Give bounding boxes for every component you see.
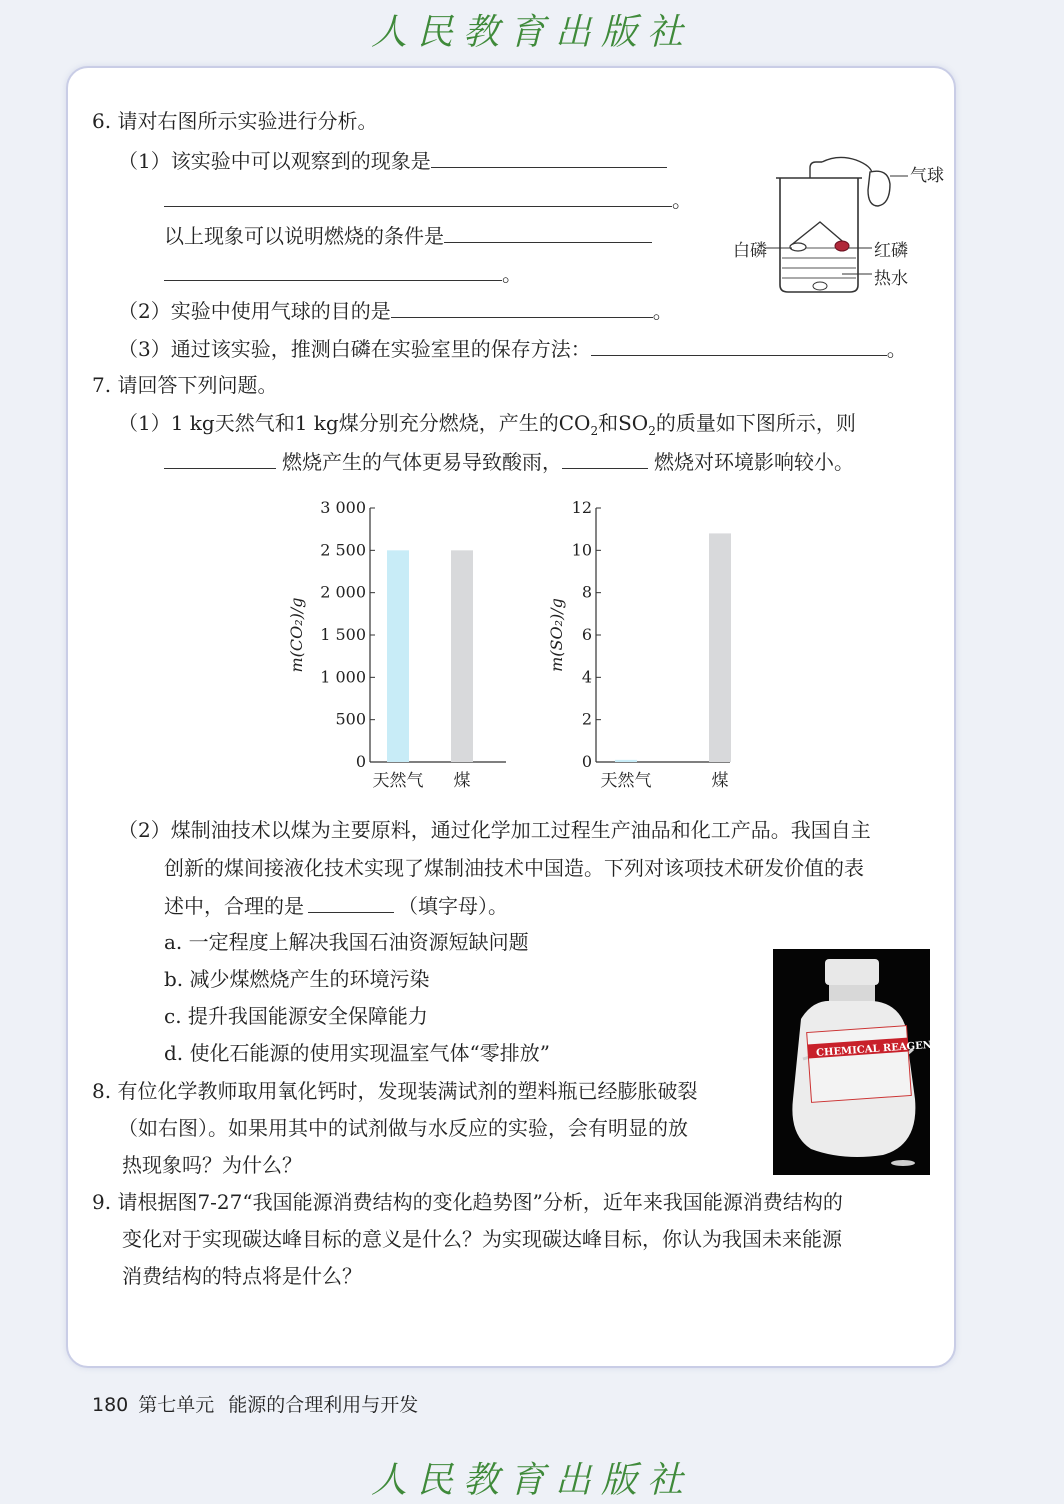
q7-part1-line1 — [118, 410, 856, 436]
publisher-watermark-bottom: 人民教育出版社 — [370, 1460, 693, 1501]
page-number: 180 — [92, 1394, 129, 1416]
q6-stem: 6. 请对右图所示实验进行分析。 — [92, 109, 378, 133]
label-balloon: 气球 — [910, 166, 944, 186]
y-tick-label: 2 000 — [320, 582, 366, 602]
period: 。 — [886, 337, 907, 361]
q6-part2 — [118, 297, 673, 324]
so2-bar-chart — [540, 492, 770, 802]
q7-stem: 7. 请回答下列问题。 — [92, 373, 278, 397]
q7-part2-text: 述中，合理的是 — [164, 894, 304, 918]
subscript: 2 — [590, 424, 599, 438]
q6-part1-line3 — [164, 222, 652, 249]
q7-part2-text-end: （填字母）。 — [398, 894, 508, 918]
y-tick-label: 12 — [571, 498, 592, 517]
bottle-neck — [829, 985, 875, 1003]
y-tick-label: 10 — [571, 540, 592, 560]
reagent-label — [807, 1026, 912, 1103]
page-footer — [92, 1390, 418, 1417]
x-tick-label: 天然气 — [372, 771, 424, 791]
q6-part1-line1 — [118, 147, 667, 174]
co2-bar-chart — [280, 492, 520, 802]
period: 。 — [502, 262, 522, 286]
period: 。 — [672, 188, 692, 212]
q9-line2: 变化对于实现碳达峰目标的意义是什么？为实现碳达峰目标，你认为我国未来能源 — [122, 1227, 842, 1251]
y-tick-label: 2 — [581, 709, 592, 729]
q7-part1-line2 — [164, 448, 854, 475]
glass-tube — [810, 162, 822, 178]
bottle-illustration — [773, 949, 940, 1175]
bottom-stone — [813, 282, 827, 290]
q6-part3 — [118, 335, 907, 362]
y-tick-label: 1 000 — [320, 667, 366, 687]
label-text: CHEMICAL REAGENT — [815, 1039, 940, 1059]
beaker-outline — [780, 178, 858, 292]
y-axis-label: m(SO₂)/g — [547, 598, 566, 672]
y-tick-label: 2 500 — [320, 540, 366, 560]
q8-line3: 热现象吗？为什么？ — [122, 1153, 302, 1177]
y-axis-label: m(CO₂)/g — [287, 597, 306, 673]
q8-line2: （如右图）。如果用其中的试剂做与水反应的实验，会有明显的放 — [118, 1116, 688, 1140]
y-tick-label: 8 — [581, 582, 592, 602]
q6-part2-text: （2）实验中使用气球的目的是 — [118, 299, 391, 323]
y-tick-label: 4 — [581, 667, 592, 687]
x-tick-label: 天然气 — [600, 771, 652, 791]
y-tick-label: 0 — [355, 752, 366, 771]
q6-part1-line2 — [164, 186, 692, 213]
unit-label: 第七单元 — [138, 1394, 215, 1416]
option-d: d. 使化石能源的使用实现温室气体“零排放” — [164, 1041, 550, 1065]
q8-line1: 8. 有位化学教师取用氧化钙时，发现装满试剂的塑料瓶已经膨胀破裂 — [92, 1079, 698, 1103]
y-tick-label: 6 — [581, 625, 592, 644]
y-tick-label: 500 — [335, 709, 366, 729]
subscript: 2 — [648, 424, 656, 438]
bar — [451, 550, 473, 762]
bottle-cap — [825, 959, 879, 985]
answer-blank[interactable] — [562, 448, 648, 469]
answer-blank[interactable] — [444, 222, 652, 243]
bar — [709, 533, 731, 762]
option-b: b. 减少煤燃烧产生的环境污染 — [164, 967, 430, 991]
y-tick-label: 0 — [581, 752, 592, 771]
x-tick-label: 煤 — [711, 771, 729, 791]
label-red-phosphorus: 红磷 — [874, 241, 908, 261]
q9-line1: 9. 请根据图7-27“我国能源消费结构的变化趋势图”分析，近年来我国能源消费结构的 — [92, 1190, 843, 1214]
bar — [387, 550, 409, 762]
q7-part2-line3 — [164, 892, 508, 919]
answer-blank[interactable] — [591, 335, 887, 356]
label-white-phosphorus: 白磷 — [733, 241, 767, 261]
burst-bottle-photo — [773, 949, 940, 1175]
q7-part1-text-c: 的质量如下图所示，则 — [655, 411, 856, 435]
experiment-figure — [730, 150, 944, 300]
spilled-powder — [891, 1160, 915, 1166]
x-tick-label: 煤 — [453, 771, 471, 791]
balloon-icon — [868, 171, 890, 206]
unit-title: 能源的合理利用与开发 — [228, 1394, 419, 1416]
answer-blank[interactable] — [164, 260, 502, 281]
q7-part2-line1: （2）煤制油技术以煤为主要原料，通过化学加工过程生产油品和化工产品。我国自主 — [118, 818, 871, 842]
q7-part2-line2: 创新的煤间接液化技术实现了煤制油技术中国造。下列对该项技术研发价值的表 — [164, 856, 864, 880]
q6-part1-line4 — [164, 260, 522, 287]
q7-part1-text-b: 和SO — [598, 411, 649, 435]
period: 。 — [652, 299, 673, 323]
q9-line3: 消费结构的特点将是什么？ — [122, 1264, 362, 1288]
answer-blank[interactable] — [308, 892, 394, 913]
red-phosphorus-icon — [835, 241, 849, 251]
answer-blank[interactable] — [164, 448, 276, 469]
q6-part1-text: （1）该实验中可以观察到的现象是 — [118, 149, 431, 173]
white-phosphorus-icon — [790, 243, 806, 251]
option-a: a. 一定程度上解决我国石油资源短缺问题 — [164, 930, 529, 954]
bar — [615, 760, 637, 762]
tube-bend — [822, 157, 872, 174]
y-tick-label: 1 500 — [320, 625, 366, 644]
y-tick-label: 3 000 — [320, 498, 366, 517]
answer-blank[interactable] — [391, 297, 653, 318]
q7-part1-text-a: （1）1 kg天然气和1 kg煤分别充分燃烧，产生的CO — [118, 411, 591, 435]
q6-part1b-text: 以上现象可以说明燃烧的条件是 — [164, 224, 444, 248]
answer-blank[interactable] — [431, 147, 667, 168]
q6-part3-text: （3）通过该实验，推测白磷在实验室里的保存方法： — [118, 337, 591, 361]
q7-part1-text-e: 燃烧对环境影响较小。 — [654, 450, 854, 474]
label-hot-water: 热水 — [874, 269, 908, 289]
answer-blank[interactable] — [164, 186, 672, 207]
option-c: c. 提升我国能源安全保障能力 — [164, 1004, 428, 1028]
publisher-watermark-top: 人民教育出版社 — [370, 12, 693, 53]
q7-part1-text-d: 燃烧产生的气体更易导致酸雨， — [282, 450, 562, 474]
